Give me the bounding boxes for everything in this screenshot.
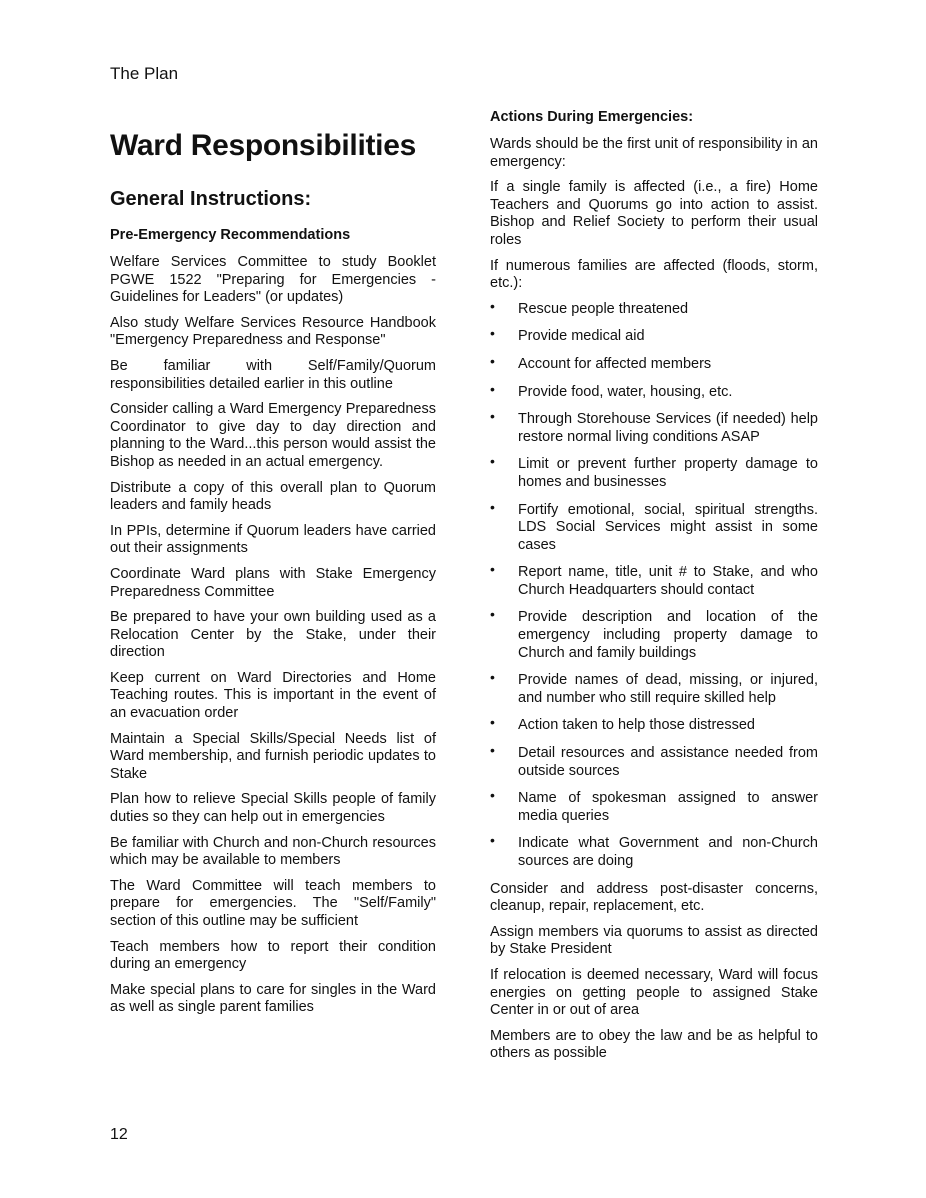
- bullet-icon: •: [490, 742, 495, 759]
- recommendation-paragraph: Welfare Services Committee to study Booklet PGWE 1522 "Preparing for Emergencies - Guidelines for Leaders" (or updates): [110, 254, 436, 306]
- recommendation-paragraph: Distribute a copy of this overall plan to Quorum leaders and family heads: [110, 479, 436, 514]
- running-header: The Plan: [110, 64, 179, 83]
- bullet-item: [490, 561, 818, 599]
- bullet-icon: •: [490, 832, 495, 849]
- bullet-icon: •: [490, 408, 495, 425]
- bullet-text: Limit or prevent further property damage to homes and businesses: [518, 456, 818, 490]
- bullet-item: [490, 742, 818, 780]
- bullet-icon: •: [490, 669, 495, 686]
- bullet-text: Report name, title, unit # to Stake, and who Church Headquarters should contact: [518, 564, 818, 598]
- bullet-icon: •: [490, 606, 495, 623]
- recommendation-paragraph: Consider calling a Ward Emergency Preparedness Coordinator to give day to day direction and planning to the Ward...this person would assist the Bishop as needed in an actual emergency.: [110, 401, 436, 470]
- bullet-item: [490, 297, 818, 319]
- bullet-text: Provide names of dead, missing, or injured, and number who still require skilled help: [518, 672, 818, 706]
- recommendation-paragraph: Make special plans to care for singles in the Ward as well as single parent families: [110, 981, 436, 1016]
- recommendation-paragraph: Coordinate Ward plans with Stake Emergency Preparedness Committee: [110, 565, 436, 600]
- bullet-item: [490, 832, 818, 870]
- bullet-icon: •: [490, 297, 495, 314]
- bullet-text: Action taken to help those distressed: [518, 717, 755, 734]
- right-column: [490, 108, 818, 1071]
- bullet-item: [490, 408, 818, 446]
- recommendation-paragraph: The Ward Committee will teach members to prepare for emergencies. The "Self/Family" section of this outline may be sufficient: [110, 877, 436, 929]
- bullet-icon: •: [490, 325, 495, 342]
- recommendation-paragraph: Maintain a Special Skills/Special Needs list of Ward membership, and furnish periodic updates to Stake: [110, 730, 436, 782]
- closing-paragraph: Members are to obey the law and be as helpful to others as possible: [490, 1027, 818, 1062]
- bullet-icon: •: [490, 380, 495, 397]
- intro-paragraph: Wards should be the first unit of responsibility in an emergency:: [490, 136, 818, 170]
- recommendation-paragraph: Teach members how to report their condition during an emergency: [110, 938, 436, 973]
- bullet-icon: •: [490, 453, 495, 470]
- closing-paragraph: Consider and address post-disaster concerns, cleanup, repair, replacement, etc.: [490, 880, 818, 915]
- recommendation-paragraph: Be familiar with Self/Family/Quorum responsibilities detailed earlier in this outline: [110, 357, 436, 392]
- closing-paragraph: If relocation is deemed necessary, Ward will focus energies on getting people to assigned Stake Center in or out of area: [490, 966, 818, 1019]
- bullet-item: [490, 669, 818, 707]
- bullet-item: [490, 787, 818, 825]
- bullet-item: [490, 453, 818, 491]
- bullet-icon: •: [490, 787, 495, 804]
- bullet-text: Provide medical aid: [518, 328, 645, 345]
- recommendation-paragraph: Also study Welfare Services Resource Handbook "Emergency Preparedness and Response": [110, 314, 436, 349]
- bullet-text: Through Storehouse Services (if needed) help restore normal living conditions ASAP: [518, 411, 818, 445]
- bullet-item: [490, 714, 818, 735]
- recommendation-paragraph: In PPIs, determine if Quorum leaders have carried out their assignments: [110, 522, 436, 557]
- recommendation-paragraph: Be prepared to have your own building used as a Relocation Center by the Stake, under their direction: [110, 609, 436, 661]
- pre-emergency-heading: Pre-Emergency Recommendations: [110, 227, 351, 243]
- bullet-text: Indicate what Government and non-Church sources are doing: [518, 835, 818, 869]
- bullet-item: [490, 498, 818, 555]
- bullet-text: Name of spokesman assigned to answer media queries: [518, 790, 818, 824]
- left-column: [110, 126, 436, 1025]
- actions-closing: [490, 881, 818, 1063]
- bullet-item: [490, 380, 818, 402]
- bullet-text: Fortify emotional, social, spiritual strengths. LDS Social Services might assist in some cases: [518, 501, 818, 553]
- bullet-icon: •: [490, 714, 495, 731]
- bullet-icon: •: [490, 498, 495, 515]
- bullet-item: [490, 606, 818, 662]
- bullet-text: Provide description and location of the emergency including property damage to Church and family buildings: [518, 609, 818, 661]
- recommendation-paragraph: Plan how to relieve Special Skills people of family duties so they can help out in emergencies: [110, 791, 436, 826]
- actions-bullet-list: [490, 297, 818, 871]
- intro-paragraph: If numerous families are affected (floods, storm, etc.):: [490, 257, 818, 292]
- bullet-text: Provide food, water, housing, etc.: [518, 383, 733, 400]
- bullet-item: [490, 325, 818, 346]
- intro-paragraph: If a single family is affected (i.e., a fire) Home Teachers and Quorums go into action to assist. Bishop and Relief Society to perform their usual roles: [490, 179, 818, 248]
- bullet-item: [490, 352, 818, 374]
- bullet-icon: •: [490, 352, 495, 369]
- page-title: Ward Responsibilities: [110, 129, 416, 162]
- bullet-icon: •: [490, 561, 495, 578]
- bullet-text: Detail resources and assistance needed from outside sources: [518, 745, 818, 779]
- actions-intro: [490, 136, 818, 293]
- bullet-text: Account for affected members: [518, 355, 712, 372]
- page-number: 12: [110, 1126, 128, 1143]
- bullet-text: Rescue people threatened: [518, 300, 689, 317]
- pre-emergency-list: [110, 254, 436, 1017]
- section-subtitle: General Instructions:: [110, 188, 312, 210]
- closing-paragraph: Assign members via quorums to assist as directed by Stake President: [490, 923, 818, 958]
- actions-heading: Actions During Emergencies:: [490, 109, 694, 125]
- recommendation-paragraph: Be familiar with Church and non-Church resources which may be available to members: [110, 834, 436, 869]
- recommendation-paragraph: Keep current on Ward Directories and Home Teaching routes. This is important in the event of an evacuation order: [110, 669, 436, 722]
